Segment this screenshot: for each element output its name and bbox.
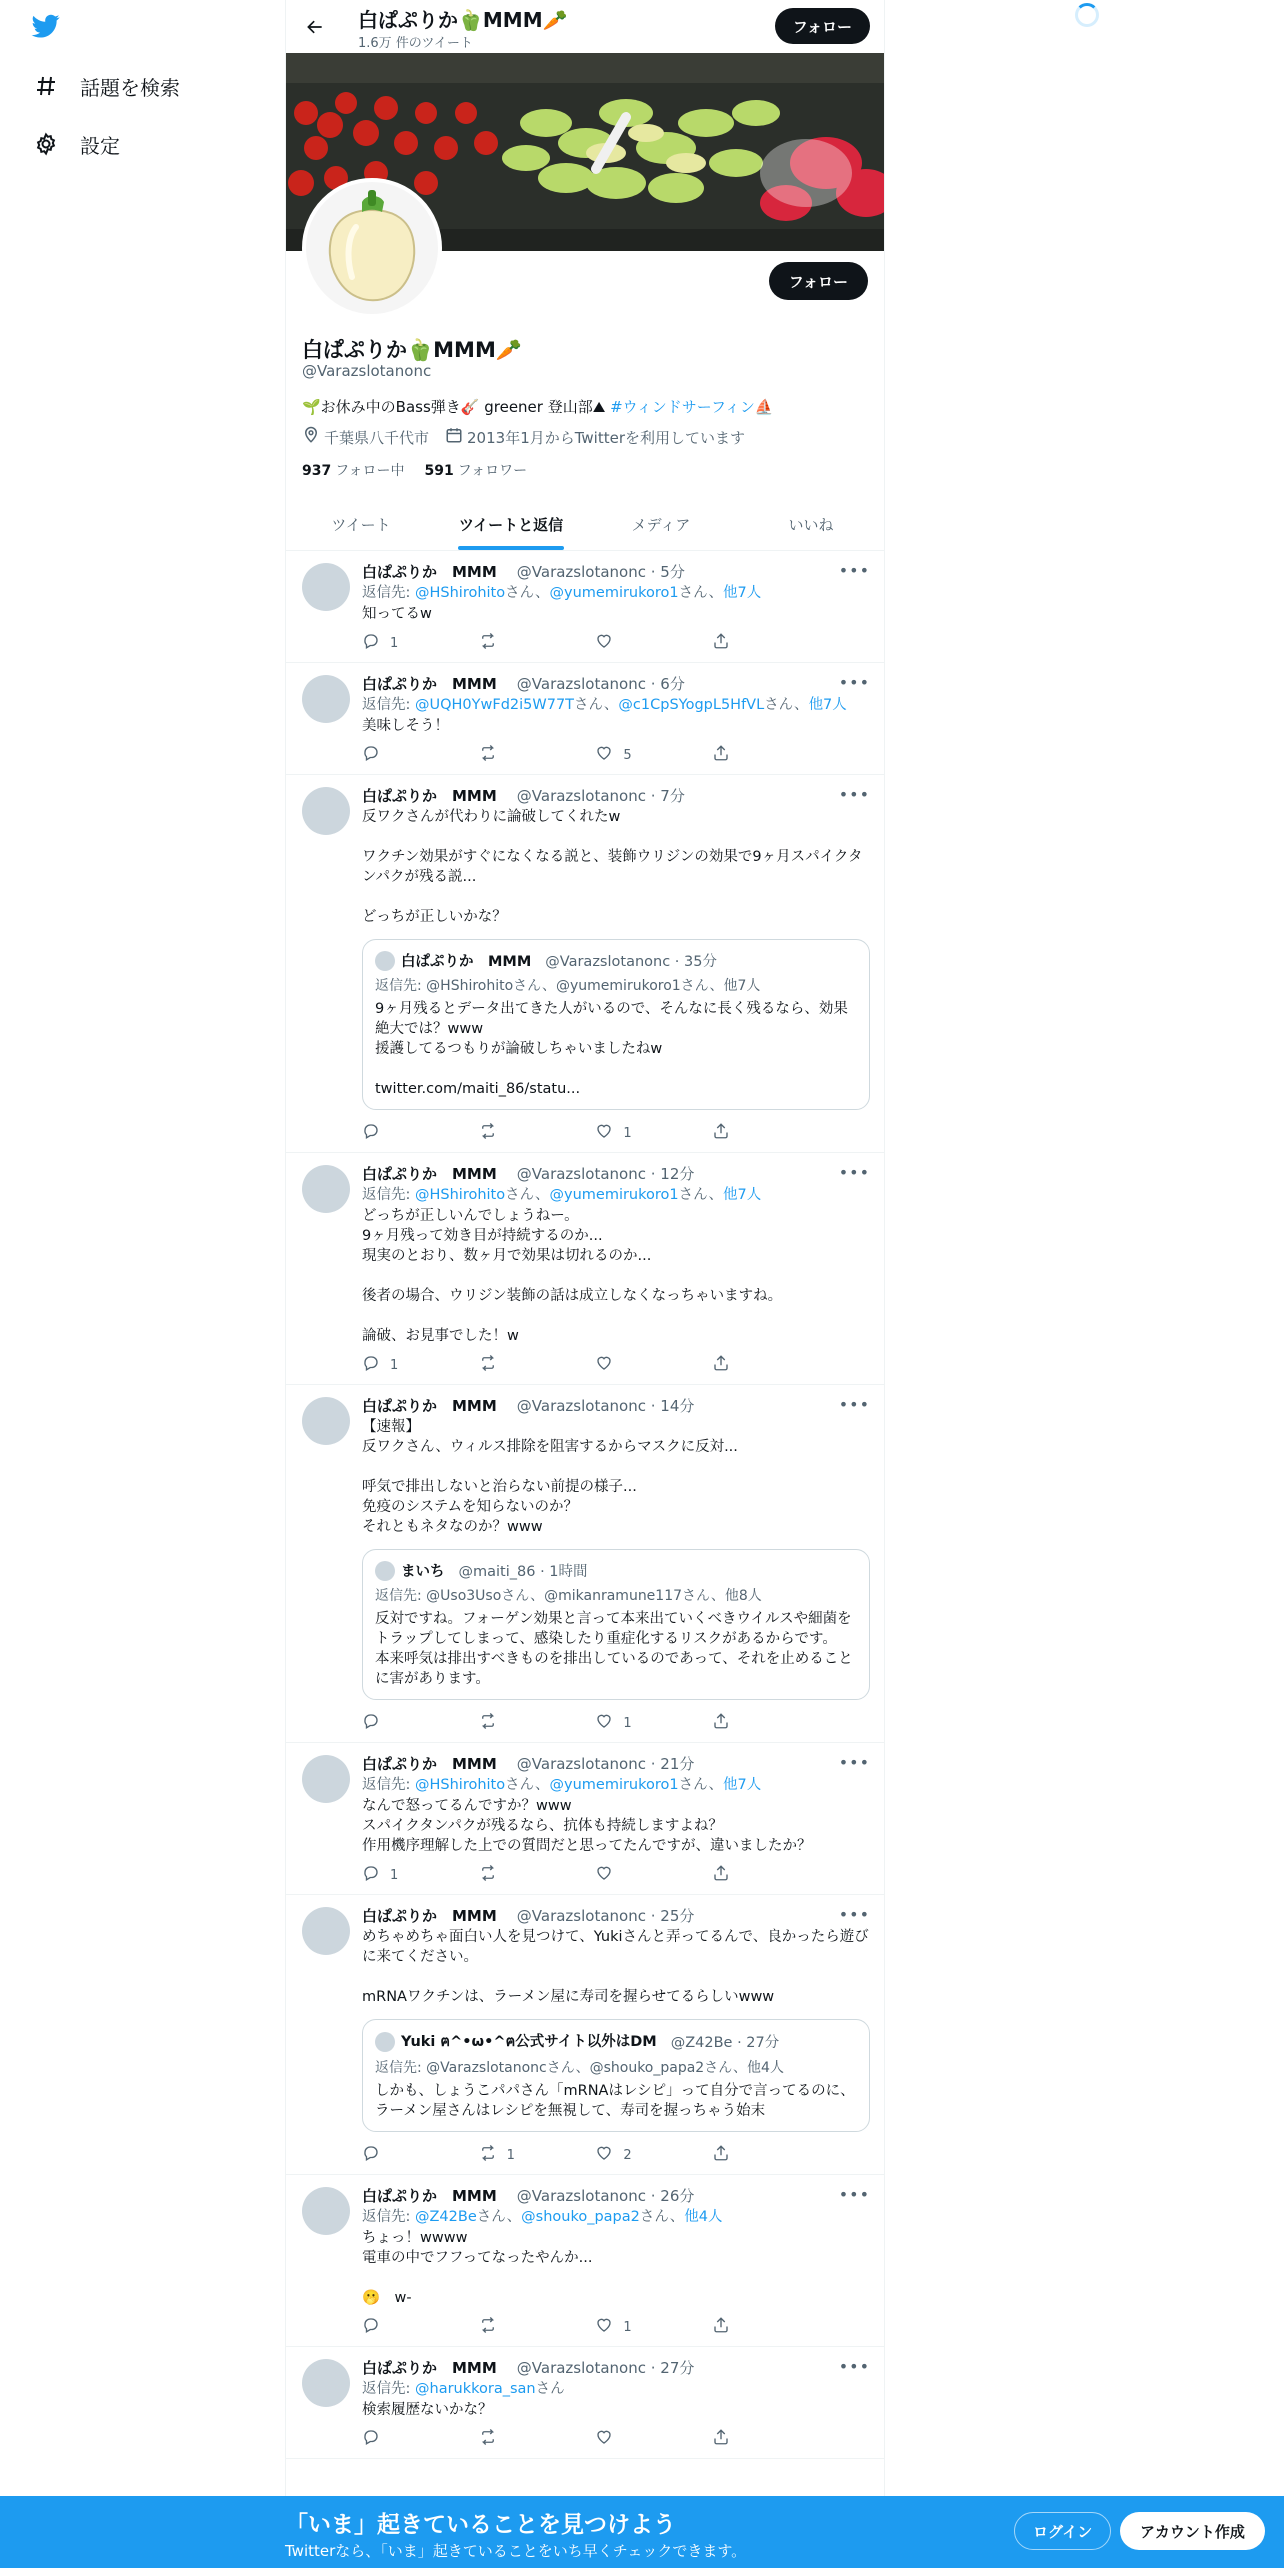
heart-icon (595, 1712, 613, 1734)
reply-to-line: 返信先: @HShirohitoさん、@yumemirukoro1さん、他7人 (362, 585, 762, 601)
reply-to-link[interactable]: @yumemirukoro1 (549, 1187, 679, 1203)
retweet-button[interactable] (479, 744, 559, 766)
reply-button[interactable] (362, 744, 442, 766)
profile-name: 白ぱぷりか🫑MMM🥕 (302, 338, 522, 362)
avatar[interactable] (302, 1907, 350, 1955)
quoted-author-name: 白ぱぷりか MMM (401, 954, 532, 970)
profile-header-bar (286, 0, 885, 53)
quoted-meta: @Z42Be · 27分 (670, 2035, 780, 2051)
heart-icon (595, 744, 613, 766)
header-title: 白ぱぷりか🫑MMM🥕 (358, 8, 568, 32)
reply-icon (362, 1712, 380, 1734)
tweet-author-name[interactable]: 白ぱぷりか MMM (362, 1755, 497, 1773)
tweet-text: 知ってるw (362, 606, 432, 622)
profile-stats (302, 460, 527, 480)
quoted-author-name: Yuki ฅ^•ω•^ฅ公式サイト以外はDM (401, 2034, 657, 2050)
reply-button[interactable] (362, 2428, 442, 2450)
tweet[interactable] (286, 2347, 885, 2459)
profile-column (285, 0, 885, 2568)
reply-icon (362, 1122, 380, 1144)
retweet-button[interactable] (479, 2428, 559, 2450)
tweet[interactable] (286, 663, 885, 775)
quoted-text: 反対ですね。フォーゲン効果と言って本来出ていくべきウイルスや細菌をトラップしてしまって、感染したり重症化するリスクがあるからです。 本来呼気は排出すべきものを排出しているのであって、それを止めることに害があります。 (375, 1611, 853, 1687)
more-icon[interactable]: ••• (838, 1395, 870, 1414)
reply-icon (362, 2428, 380, 2450)
reply-to-link[interactable]: @UQH0YwFd2i5W77T (415, 697, 575, 713)
avatar[interactable] (302, 1755, 350, 1803)
tweet-text: 美味しそう！ (362, 718, 449, 734)
tweet-timeline (286, 551, 885, 2459)
follow-button[interactable]: フォロー (769, 262, 868, 300)
signup-banner-subtitle: Twitterなら、「いま」起きていることをいち早くチェックできます。 (285, 2542, 747, 2560)
like-count: 5 (623, 747, 632, 763)
reply-to-link[interactable]: @yumemirukoro1 (549, 1777, 679, 1793)
retweet-button[interactable] (479, 2316, 559, 2338)
heart-icon (595, 1354, 613, 1376)
tweet-meta: @Varazslotanonc · 7分 (516, 787, 685, 805)
heart-icon (595, 632, 613, 654)
bio-hashtag-link[interactable]: #ウィンドサーフィン (610, 398, 755, 416)
tweet-actions (362, 736, 792, 774)
header-follow-button[interactable]: フォロー (775, 8, 870, 44)
reply-to-link[interactable]: 他7人 (723, 1777, 762, 1793)
share-icon (712, 1712, 730, 1734)
share-button[interactable] (712, 1354, 792, 1376)
reply-to-line: 返信先: @Z42Beさん、@shouko_papa2さん、他4人 (362, 2209, 723, 2225)
retweet-icon (479, 1712, 497, 1734)
avatar[interactable] (302, 1397, 350, 1445)
share-icon (712, 1864, 730, 1886)
reply-button[interactable] (362, 2316, 442, 2338)
reply-to-link[interactable]: @Z42Be (415, 2209, 477, 2225)
avatar[interactable] (302, 2187, 350, 2235)
signup-button[interactable]: アカウント作成 (1120, 2512, 1265, 2550)
like-button[interactable] (595, 1122, 675, 1144)
retweet-icon (479, 2428, 497, 2450)
tweet[interactable] (286, 1743, 885, 1895)
reply-to-link[interactable]: 他7人 (808, 697, 847, 713)
share-button[interactable] (712, 1712, 792, 1734)
reply-button[interactable] (362, 1122, 442, 1144)
tweet-meta: @Varazslotanonc · 21分 (516, 1755, 695, 1773)
back-arrow-icon[interactable] (300, 12, 330, 42)
retweet-count: 1 (506, 2147, 515, 2163)
retweet-button[interactable] (479, 1122, 559, 1144)
reply-count: 1 (390, 1357, 399, 1373)
quoted-tweet[interactable] (362, 939, 870, 1110)
nav-settings[interactable] (30, 124, 120, 164)
tweet-actions (362, 624, 792, 662)
tweet-meta: @Varazslotanonc · 5分 (516, 563, 685, 581)
share-button[interactable] (712, 1122, 792, 1144)
reply-to-line: 返信先: @harukkora_sanさん (362, 2381, 565, 2397)
like-button[interactable] (595, 1864, 675, 1886)
reply-to-link[interactable]: @HShirohito (415, 1777, 506, 1793)
reply-button[interactable] (362, 1864, 442, 1886)
tweet-text: 反ワクさんが代わりに論破してくれたw ワクチン効果がすぐになくなる説と、装飾ウリジンの効果で9ヶ月スパイクタンパクが残る説... どっちが正しいかな？ (362, 809, 863, 925)
share-icon (712, 632, 730, 654)
share-button[interactable] (712, 1864, 792, 1886)
reply-icon (362, 632, 380, 654)
tweet-author-name[interactable]: 白ぱぷりか MMM (362, 1165, 497, 1183)
retweet-icon (479, 1864, 497, 1886)
like-count: 1 (623, 2319, 632, 2335)
tweet[interactable] (286, 1385, 885, 1743)
tab-likes[interactable]: いいね (788, 515, 834, 534)
more-icon[interactable]: ••• (838, 673, 870, 692)
share-icon (712, 2316, 730, 2338)
share-icon (712, 744, 730, 766)
tweet-author-name[interactable]: 白ぱぷりか MMM (362, 787, 497, 805)
more-icon[interactable]: ••• (838, 2185, 870, 2204)
reply-icon (362, 2144, 380, 2166)
tweet-actions (362, 2420, 792, 2458)
share-icon (712, 1354, 730, 1376)
quoted-meta: @Varazslotanonc · 35分 (545, 954, 717, 970)
tweet-text: どっちが正しいんでしょうねー。 9ヶ月残って効き目が持続するのか... 現実のとおり、数ヶ月で効果は切れるのか... 後者の場合、ウリジン装飾の話は成立しなくなっちゃいますね。 論破、お見事でした！w (362, 1208, 783, 1344)
like-button[interactable] (595, 2144, 675, 2166)
profile-avatar[interactable] (302, 178, 442, 318)
share-button[interactable] (712, 744, 792, 766)
more-icon[interactable]: ••• (838, 561, 870, 580)
like-count: 1 (623, 1125, 632, 1141)
tweet-text: ちょっ！wwww 電車の中でフフってなったやんか... 🫢 w- (362, 2230, 593, 2306)
twitter-logo-icon[interactable] (30, 12, 66, 44)
tweet[interactable] (286, 775, 885, 1153)
bio-end: ⛵ (754, 398, 774, 416)
reply-count: 1 (390, 1867, 399, 1883)
like-button[interactable] (595, 744, 675, 766)
heart-icon (595, 1864, 613, 1886)
profile-joined: 2013年1月からTwitterを利用しています (467, 428, 746, 447)
nav-explore[interactable] (30, 66, 180, 106)
retweet-icon (479, 2144, 497, 2166)
reply-button[interactable] (362, 2144, 442, 2166)
reply-icon (362, 2316, 380, 2338)
retweet-icon (479, 1354, 497, 1376)
quoted-reply-line: 返信先: @Varazslotanoncさん、@shouko_papa2さん、他4人 (375, 2060, 784, 2076)
quoted-avatar (375, 951, 395, 971)
reply-to-line: 返信先: @HShirohitoさん、@yumemirukoro1さん、他7人 (362, 1187, 762, 1203)
share-icon (712, 2428, 730, 2450)
retweet-icon (479, 2316, 497, 2338)
share-button[interactable] (712, 2428, 792, 2450)
tweet-actions (362, 1346, 792, 1384)
like-count: 2 (623, 2147, 632, 2163)
tab-media[interactable]: メディア (631, 515, 691, 534)
reply-to-link[interactable]: @shouko_papa2 (521, 2209, 640, 2225)
tweet-actions (362, 1704, 792, 1742)
tab-tweets[interactable]: ツイート (331, 515, 391, 534)
more-icon[interactable]: ••• (838, 1163, 870, 1182)
reply-to-link[interactable]: 他7人 (723, 585, 762, 601)
heart-icon (595, 1122, 613, 1144)
reply-to-link[interactable]: @c1CpSYogpL5HfVL (618, 697, 765, 713)
tweet-text: 【速報】 反ワクさん、ウィルス排除を阻害するからマスクに反対... 呼気で排出しないと治らない前提の様子... 免疫のシステムを知らないのか？ それともネタなのか？www (362, 1419, 738, 1535)
tweet-meta: @Varazslotanonc · 12分 (516, 1165, 695, 1183)
reply-button[interactable] (362, 1354, 442, 1376)
profile-tabs (286, 498, 885, 551)
more-icon[interactable]: ••• (838, 1905, 870, 1924)
location-icon (302, 426, 320, 448)
avatar[interactable] (302, 675, 350, 723)
tweet-actions (362, 1114, 792, 1152)
tweet-meta: @Varazslotanonc · 27分 (516, 2359, 695, 2377)
retweet-button[interactable] (479, 632, 559, 654)
tweet-author-name[interactable]: 白ぱぷりか MMM (362, 563, 497, 581)
avatar[interactable] (302, 1165, 350, 1213)
quoted-tweet[interactable] (362, 1549, 870, 1700)
loading-spinner-icon (1075, 3, 1099, 27)
quoted-text: 9ヶ月残るとデータ出てきた人がいるので、そんなに長く残るなら、効果絶大では？www 援護してるつもりが論破しちゃいましたねw twitter.com/maiti_86/statu... (375, 1001, 848, 1097)
reply-to-line: 返信先: @HShirohitoさん、@yumemirukoro1さん、他7人 (362, 1777, 762, 1793)
tweet-meta: @Varazslotanonc · 26分 (516, 2187, 695, 2205)
hashtag-icon (30, 70, 62, 102)
more-icon[interactable]: ••• (838, 2357, 870, 2376)
reply-to-link[interactable]: @HShirohito (415, 1187, 506, 1203)
quoted-meta: @maiti_86 · 1時間 (458, 1564, 588, 1580)
avatar[interactable] (302, 2359, 350, 2407)
heart-icon (595, 2428, 613, 2450)
share-icon (712, 1122, 730, 1144)
reply-count: 1 (390, 635, 399, 651)
retweet-button[interactable] (479, 1354, 559, 1376)
reply-icon (362, 744, 380, 766)
reply-icon (362, 1864, 380, 1886)
tweet[interactable] (286, 1153, 885, 1385)
gear-icon (30, 128, 62, 160)
tweet-text: なんで怒ってるんですか？www スパイクタンパクが残るなら、抗体も持続しますよね？ 作用機序理解した上での質問だと思ってたんですが、違いましたか？ (362, 1798, 812, 1854)
login-button[interactable]: ログイン (1014, 2512, 1111, 2550)
signup-banner-title: 「いま」起きていることを見つけよう (285, 2512, 676, 2538)
reply-icon (362, 1354, 380, 1376)
tweet-author-name[interactable]: 白ぱぷりか MMM (362, 1907, 497, 1925)
bio-text: 🌱お休み中のBass弾き🎸 greener 登山部⛰ (302, 398, 611, 416)
tweet-author-name[interactable]: 白ぱぷりか MMM (362, 2359, 497, 2377)
tweet-author-name[interactable]: 白ぱぷりか MMM (362, 675, 497, 693)
tab-tweets-and-replies[interactable]: ツイートと返信 (436, 498, 586, 550)
like-button[interactable] (595, 2316, 675, 2338)
tweet-meta: @Varazslotanonc · 6分 (516, 675, 685, 693)
retweet-button[interactable] (479, 1864, 559, 1886)
tweet-author-name[interactable]: 白ぱぷりか MMM (362, 2187, 497, 2205)
like-button[interactable] (595, 1354, 675, 1376)
quoted-avatar (375, 1561, 395, 1581)
tweet-actions (362, 2308, 792, 2346)
like-button[interactable] (595, 2428, 675, 2450)
tweet-actions (362, 2136, 792, 2174)
nav-explore-label: 話題を検索 (80, 75, 180, 100)
tweet-meta: @Varazslotanonc · 25分 (516, 1907, 695, 1925)
retweet-icon (479, 632, 497, 654)
like-button[interactable] (595, 1712, 675, 1734)
tweet[interactable] (286, 1895, 885, 2175)
avatar[interactable] (302, 787, 350, 835)
reply-to-line: 返信先: @UQH0YwFd2i5W77Tさん、@c1CpSYogpL5HfVLさん、他7人 (362, 697, 847, 713)
reply-button[interactable] (362, 632, 442, 654)
share-button[interactable] (712, 2144, 792, 2166)
reply-to-link[interactable]: 他4人 (684, 2209, 723, 2225)
share-button[interactable] (712, 2316, 792, 2338)
header-tweet-count: 1.6万 件のツイート (358, 36, 473, 51)
followers-link[interactable]: 591 フォロワー (424, 463, 528, 479)
quoted-avatar (375, 2032, 395, 2052)
tweet-text: めちゃめちゃ面白い人を見つけて、Yukiさんと弄ってるんで、良かったら遊びに来てください。 mRNAワクチンは、ラーメン屋に寿司を握らせてるらしいwww (362, 1929, 869, 2005)
retweet-button[interactable] (479, 1712, 559, 1734)
share-icon (712, 2144, 730, 2166)
quoted-text: しかも、しょうこパパさん「mRNAはレシピ」って自分で言ってるのに、ラーメン屋さんはレシピを無視して、寿司を握っちゃう始末 (375, 2083, 855, 2119)
like-button[interactable] (595, 632, 675, 654)
tweet-text: 検索履歴ないかな？ (362, 2402, 493, 2418)
reply-to-link[interactable]: @HShirohito (415, 585, 506, 601)
reply-to-link[interactable]: 他7人 (723, 1187, 762, 1203)
more-icon[interactable]: ••• (838, 785, 870, 804)
heart-icon (595, 2316, 613, 2338)
retweet-icon (479, 1122, 497, 1144)
tweet-meta: @Varazslotanonc · 14分 (516, 1397, 695, 1415)
following-link[interactable]: 937 フォロー中 (302, 463, 405, 479)
profile-meta (302, 426, 745, 448)
signup-banner (0, 2496, 1284, 2568)
tweet[interactable] (286, 551, 885, 663)
heart-icon (595, 2144, 613, 2166)
calendar-icon (445, 426, 463, 448)
profile-location: 千葉県八千代市 (324, 428, 430, 447)
tweet-author-name[interactable]: 白ぱぷりか MMM (362, 1397, 497, 1415)
like-count: 1 (623, 1715, 632, 1731)
quoted-author-name: まいち (401, 1564, 445, 1580)
more-icon[interactable]: ••• (838, 1753, 870, 1772)
tweet-actions (362, 1856, 792, 1894)
retweet-button[interactable] (479, 2144, 559, 2166)
quoted-reply-line: 返信先: @HShirohitoさん、@yumemirukoro1さん、他7人 (375, 978, 761, 994)
reply-to-link[interactable]: @yumemirukoro1 (549, 585, 679, 601)
nav-settings-label: 設定 (80, 133, 120, 158)
profile-bio (302, 396, 774, 417)
quoted-reply-line: 返信先: @Uso3Usoさん、@mikanramune117さん、他8人 (375, 1588, 762, 1604)
reply-button[interactable] (362, 1712, 442, 1734)
tweet[interactable] (286, 2175, 885, 2347)
quoted-tweet[interactable] (362, 2019, 870, 2132)
reply-to-link[interactable]: @harukkora_san (415, 2381, 536, 2397)
avatar[interactable] (302, 563, 350, 611)
profile-handle: @Varazslotanonc (302, 362, 432, 380)
share-button[interactable] (712, 632, 792, 654)
retweet-icon (479, 744, 497, 766)
